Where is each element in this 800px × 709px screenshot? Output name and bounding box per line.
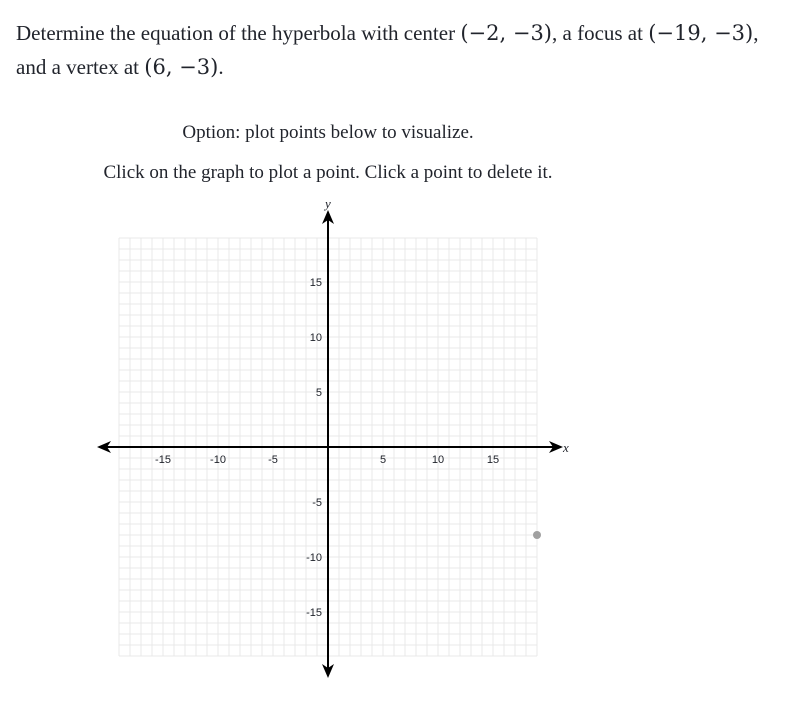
y-tick-label: 5 (315, 387, 322, 399)
x-tick-label: -10 (210, 454, 226, 466)
plot-instruction: Click on the graph to plot a point. Click a point to delete it. (103, 162, 553, 183)
plotted-point[interactable] (533, 531, 541, 539)
y-tick-label: -15 (306, 607, 322, 619)
y-tick-label: 10 (309, 332, 322, 344)
x-tick-label: 15 (486, 454, 500, 466)
x-tick-label: -5 (268, 454, 278, 466)
plotted-points[interactable] (533, 531, 541, 539)
y-tick-label: 15 (309, 277, 322, 289)
x-tick-label: 5 (379, 454, 387, 466)
vertex-coordinates: (6, −3) (144, 55, 219, 79)
x-tick-label: -15 (155, 454, 171, 466)
focus-coordinates: (−19, −3) (648, 21, 754, 45)
question-part-4: . (218, 55, 224, 79)
y-tick-label: -10 (306, 552, 322, 564)
question-part-3: , and a vertex at (16, 21, 759, 79)
x-axis-label: x (563, 440, 569, 455)
question-part-2: , a focus at (552, 21, 649, 45)
y-axis-label: y (325, 196, 331, 211)
question-text (16, 16, 786, 84)
x-tick-label: 10 (431, 454, 445, 466)
y-tick-label: -5 (312, 497, 322, 509)
coordinate-graph[interactable] (0, 195, 600, 685)
center-coordinates: (−2, −3) (460, 21, 552, 45)
option-hint: Option: plot points below to visualize. (182, 122, 474, 143)
question-part-1: Determine the equation of the hyperbola with center (16, 21, 461, 45)
